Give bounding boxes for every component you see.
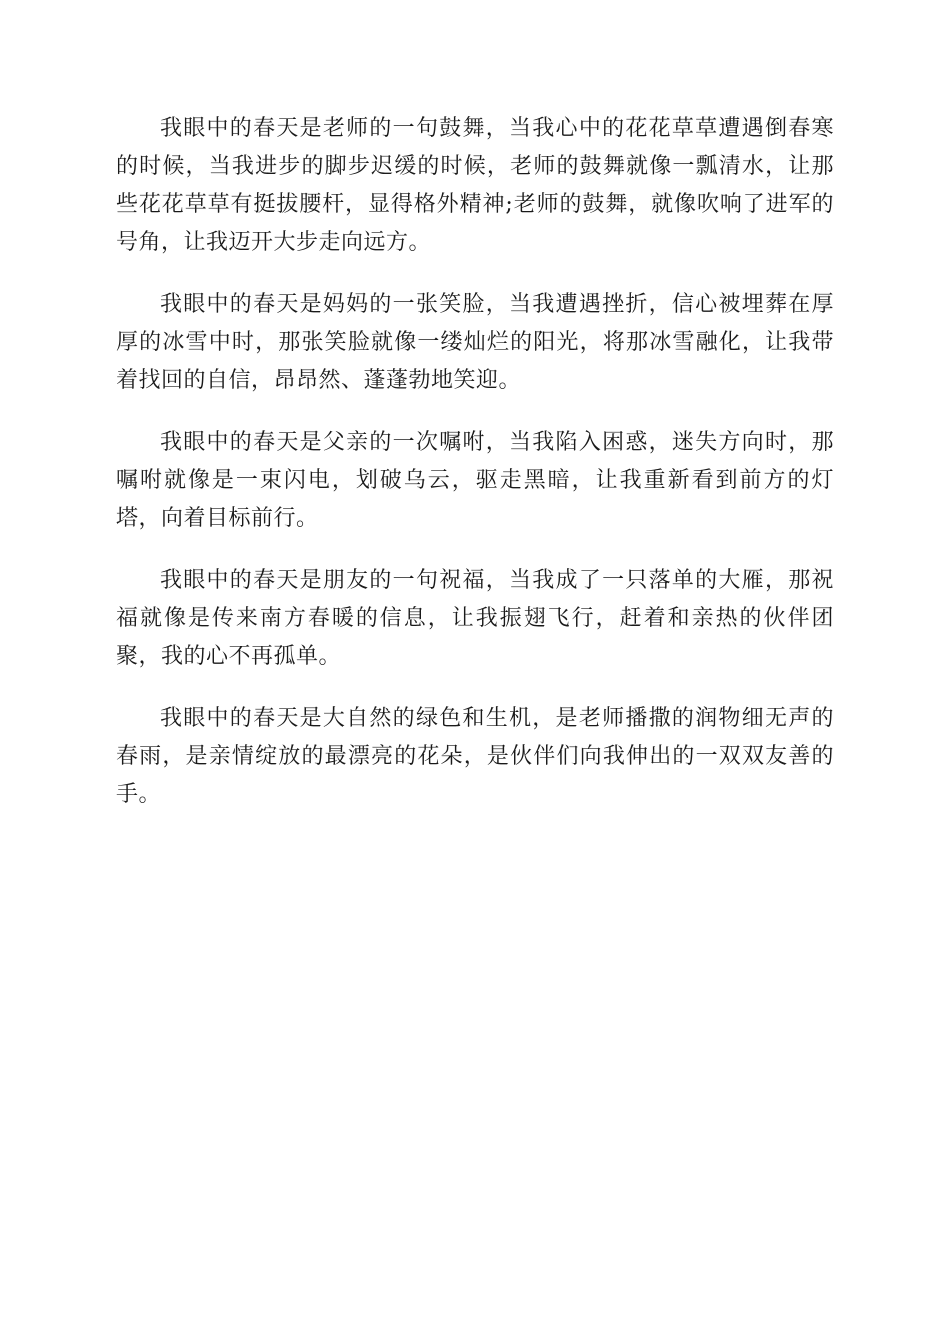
paragraph-mother-smile: 我眼中的春天是妈妈的一张笑脸，当我遭遇挫折，信心被埋葬在厚厚的冰雪中时，那张笑脸就像一缕灿烂的阳光，将那冰雪融化，让我带着找回的自信，昂昂然、蓬蓬勃地笑迎。 [116, 292, 834, 393]
paragraph-teacher-encouragement: 我眼中的春天是老师的一句鼓舞，当我心中的花花草草遭遇倒春寒的时候，当我进步的脚步迟缓的时候，老师的鼓舞就像一瓢清水，让那些花花草草有挺拔腰杆，显得格外精神;老师的鼓舞，就像吹响了进军的号角，让我迈开大步走向远方。 [116, 116, 834, 255]
paragraph-friend-blessing: 我眼中的春天是朋友的一句祝福，当我成了一只落单的大雁，那祝福就像是传来南方春暖的信息，让我振翅飞行，赶着和亲热的伙伴团聚，我的心不再孤单。 [116, 568, 834, 669]
document-body [116, 110, 834, 838]
paragraph-nature-spring: 我眼中的春天是大自然的绿色和生机，是老师播撒的润物细无声的春雨，是亲情绽放的最漂亮的花朵，是伙伴们向我伸出的一双双友善的手。 [116, 706, 834, 807]
paragraph-father-advice: 我眼中的春天是父亲的一次嘱咐，当我陷入困惑，迷失方向时，那嘱咐就像是一束闪电，划破乌云，驱走黑暗，让我重新看到前方的灯塔，向着目标前行。 [116, 430, 834, 531]
